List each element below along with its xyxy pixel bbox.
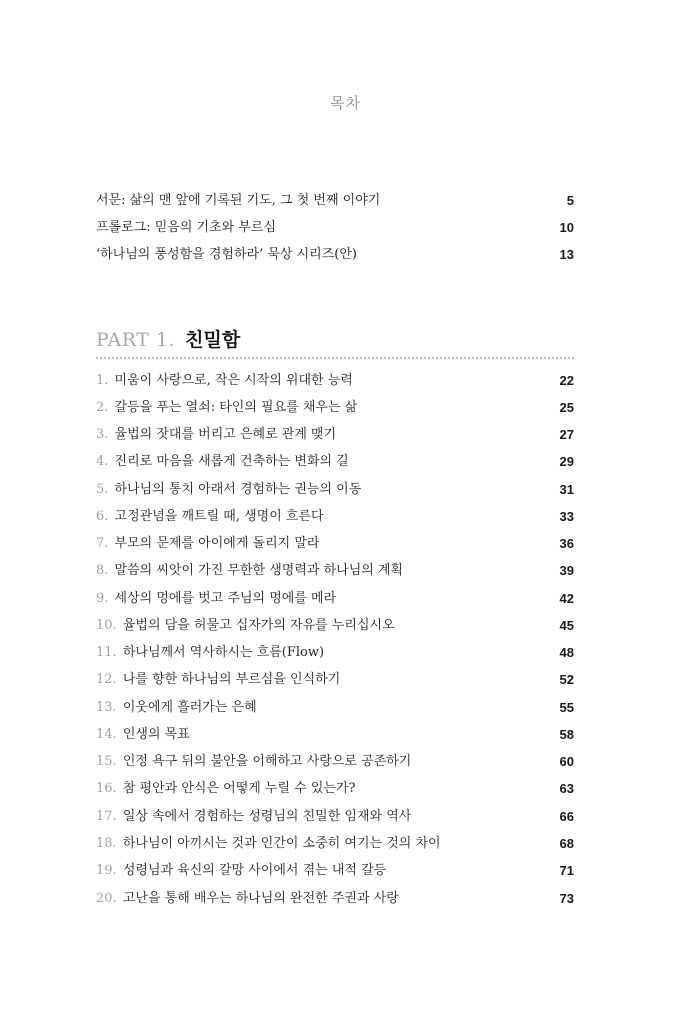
chapter-title (96, 424, 336, 446)
toc-chapter-16[interactable] (96, 778, 574, 800)
chapter-page: 71 (559, 863, 574, 878)
chapter-number: 11. (96, 645, 117, 660)
chapter-number: 1. (96, 373, 109, 388)
part-label: PART 1. (96, 329, 176, 351)
toc-chapter-14[interactable] (96, 724, 574, 746)
toc-entry-series[interactable] (96, 244, 574, 266)
chapter-title-text: 진리로 마음을 새롭게 건축하는 변화의 길 (114, 454, 349, 469)
chapter-page: 33 (559, 509, 574, 524)
chapter-title (96, 588, 336, 610)
chapter-page: 22 (559, 373, 574, 388)
chapter-page: 48 (559, 645, 574, 660)
chapter-title-text: 참 평안과 안식은 어떻게 누릴 수 있는가? (122, 781, 356, 796)
toc-chapter-3[interactable] (96, 424, 574, 446)
toc-chapter-13[interactable] (96, 697, 574, 719)
chapter-title-text: 하나님께서 역사하시는 흐름(Flow) (122, 645, 325, 660)
chapter-page: 42 (559, 591, 574, 606)
chapter-page: 27 (559, 427, 574, 442)
chapter-title (96, 397, 357, 419)
chapter-page: 52 (559, 672, 574, 687)
chapter-number: 13. (96, 700, 117, 715)
chapter-title (96, 806, 411, 828)
chapter-number: 12. (96, 672, 117, 687)
chapter-title-text: 율법의 잣대를 버리고 은혜로 관계 맺기 (114, 427, 337, 442)
chapter-title (96, 860, 386, 882)
chapter-number: 16. (96, 781, 117, 796)
chapter-page: 36 (559, 536, 574, 551)
toc-chapter-1[interactable] (96, 370, 574, 392)
chapter-title-text: 일상 속에서 경험하는 성령님의 친밀한 임재와 역사 (122, 809, 412, 824)
toc-chapter-2[interactable] (96, 397, 574, 419)
chapter-number: 15. (96, 754, 117, 769)
toc-chapter-8[interactable] (96, 560, 574, 582)
chapter-page: 66 (559, 809, 574, 824)
chapter-number: 8. (96, 563, 109, 578)
chapter-page: 60 (559, 754, 574, 769)
toc-chapter-9[interactable] (96, 588, 574, 610)
toc-chapter-17[interactable] (96, 806, 574, 828)
chapter-page: 25 (559, 400, 574, 415)
chapter-title (96, 669, 340, 691)
chapter-page: 31 (559, 482, 574, 497)
chapter-number: 3. (96, 427, 109, 442)
chapter-number: 6. (96, 509, 109, 524)
toc-entry-prologue[interactable] (96, 217, 574, 239)
toc-chapter-15[interactable] (96, 751, 574, 773)
chapter-page: 29 (559, 454, 574, 469)
chapter-page: 63 (559, 781, 574, 796)
chapter-title (96, 615, 395, 637)
chapter-number: 18. (96, 836, 117, 851)
chapter-title-text: 갈등을 푸는 열쇠: 타인의 필요를 채우는 삶 (114, 400, 358, 415)
chapter-title (96, 724, 190, 746)
chapter-title-text: 고정관념을 깨트릴 때, 생명이 흐른다 (114, 509, 324, 524)
toc-entry-page: 10 (559, 220, 574, 235)
chapter-title (96, 833, 441, 855)
dotted-divider (96, 357, 574, 359)
chapter-number: 4. (96, 454, 109, 469)
chapter-title (96, 888, 399, 910)
chapter-number: 14. (96, 727, 117, 742)
chapter-page: 68 (559, 836, 574, 851)
chapter-number: 17. (96, 809, 117, 824)
toc-chapter-5[interactable] (96, 479, 574, 501)
page-title: 목차 (330, 94, 361, 112)
chapter-title (96, 560, 403, 582)
chapter-title-text: 고난을 통해 배우는 하나님의 완전한 주권과 사랑 (122, 891, 399, 906)
chapter-title (96, 370, 353, 392)
chapter-title-text: 하나님의 통치 아래서 경험하는 권능의 이동 (114, 482, 362, 497)
toc-entry-label: 서문: 삶의 맨 앞에 기록된 기도, 그 첫 번째 이야기 (96, 193, 381, 208)
toc-chapter-6[interactable] (96, 506, 574, 528)
chapter-page: 39 (559, 563, 574, 578)
chapter-page: 55 (559, 700, 574, 715)
chapter-number: 7. (96, 536, 109, 551)
toc-entry-label: 프롤로그: 믿음의 기초와 부르심 (96, 220, 277, 235)
chapter-number: 9. (96, 591, 109, 606)
chapter-number: 19. (96, 863, 117, 878)
chapter-title-text: 말씀의 씨앗이 가진 무한한 생명력과 하나님의 계획 (114, 563, 404, 578)
chapter-title (96, 751, 411, 773)
chapter-page: 73 (559, 891, 574, 906)
chapter-title (96, 451, 349, 473)
chapter-title-text: 부모의 문제를 아이에게 돌리지 말라 (114, 536, 320, 551)
toc-chapter-7[interactable] (96, 533, 574, 555)
chapter-title-text: 하나님이 아끼시는 것과 인간이 소중히 여기는 것의 차이 (122, 836, 441, 851)
toc-entry-page: 5 (566, 193, 574, 208)
chapter-title-text: 율법의 담을 허물고 십자가의 자유를 누리십시오 (122, 618, 395, 633)
chapter-title-text: 성령님과 육신의 갈망 사이에서 겪는 내적 갈등 (122, 863, 387, 878)
toc-entry-preface[interactable] (96, 190, 574, 212)
toc-chapter-11[interactable] (96, 642, 574, 664)
part-heading (96, 326, 240, 354)
chapter-number: 2. (96, 400, 109, 415)
toc-chapter-19[interactable] (96, 860, 574, 882)
chapter-title (96, 778, 356, 800)
chapter-page: 58 (559, 727, 574, 742)
chapter-title (96, 479, 361, 501)
chapter-title (96, 533, 319, 555)
chapter-number: 20. (96, 891, 117, 906)
chapter-title (96, 642, 324, 664)
chapter-title (96, 506, 324, 528)
toc-entry-page: 13 (559, 247, 574, 262)
toc-chapter-10[interactable] (96, 615, 574, 637)
toc-chapter-12[interactable] (96, 669, 574, 691)
toc-chapter-18[interactable] (96, 833, 574, 855)
chapter-title-text: 인생의 목표 (122, 727, 190, 742)
toc-entry-label: ‘하나님의 풍성함을 경험하라’ 묵상 시리즈(안) (96, 247, 357, 262)
chapter-number: 10. (96, 618, 117, 633)
chapter-number: 5. (96, 482, 109, 497)
chapter-title-text: 미움이 사랑으로, 작은 시작의 위대한 능력 (114, 373, 353, 388)
toc-chapter-4[interactable] (96, 451, 574, 473)
chapter-title-text: 인정 욕구 뒤의 불안을 이해하고 사랑으로 공존하기 (122, 754, 412, 769)
chapter-title-text: 이웃에게 흘러가는 은혜 (122, 700, 257, 715)
chapter-title (96, 697, 257, 719)
part-name: 친밀함 (185, 329, 241, 351)
toc-chapter-20[interactable] (96, 888, 574, 910)
chapter-title-text: 나를 향한 하나님의 부르심을 인식하기 (122, 672, 341, 687)
chapter-title-text: 세상의 멍에를 벗고 주님의 멍에를 메라 (114, 591, 337, 606)
chapter-page: 45 (559, 618, 574, 633)
